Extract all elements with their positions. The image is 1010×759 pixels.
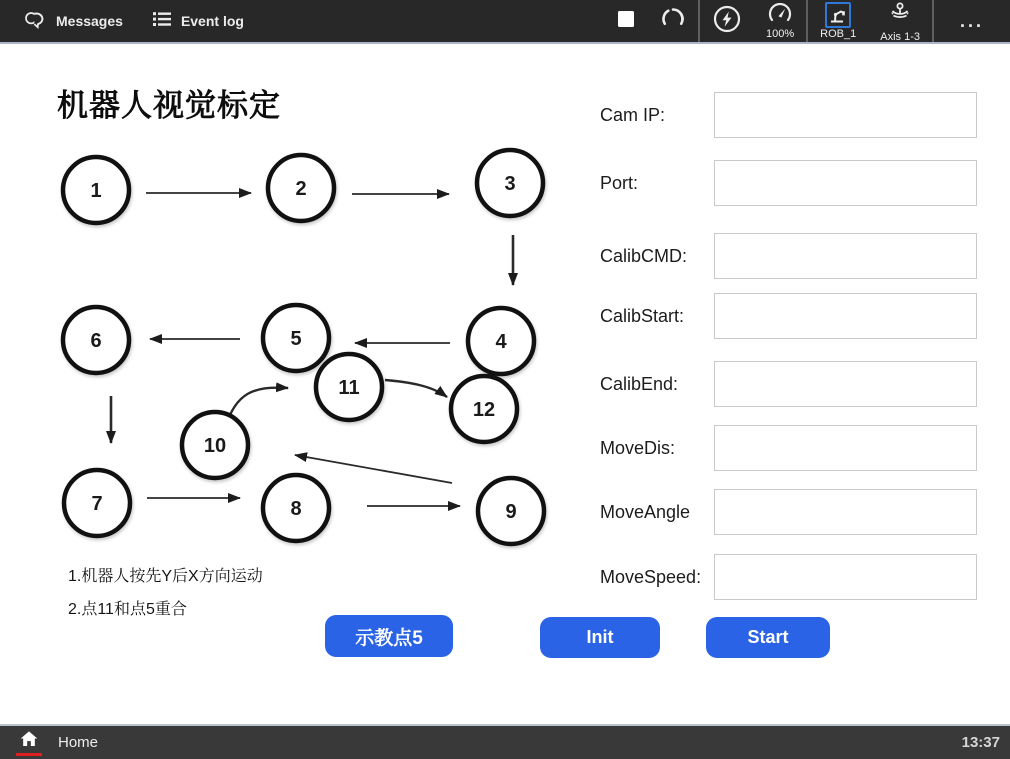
home-active-underline [16,753,42,756]
diagram-node-6 [63,307,129,373]
top-status-bar [0,0,1010,44]
note-point-overlap: 2.点11和点5重合 [68,601,187,618]
svg-text:3: 3 [504,173,516,195]
robot-select-button[interactable] [808,0,868,42]
diagram-node-4 [468,308,534,374]
diagram-node-1 [63,157,129,223]
page-title: 机器人视觉标定 [57,88,281,123]
home-button[interactable] [0,726,98,759]
motors-power-button[interactable] [700,0,754,42]
messages-button[interactable] [10,0,137,42]
diagram-node-8 [263,475,329,541]
power-lightning-icon [712,4,742,39]
movespeed-input[interactable] [714,554,977,600]
axis-select-button[interactable] [868,0,932,42]
svg-text:6: 6 [90,330,102,352]
robot-arm-icon [825,2,851,28]
stop-button[interactable] [604,0,648,42]
run-state-button[interactable] [648,0,698,42]
svg-text:10: 10 [203,435,227,457]
more-options-button[interactable]: ... [959,10,984,31]
calibcmd-label: CalibCMD: [600,246,688,266]
calibend-input[interactable] [714,361,977,407]
moveangle-input[interactable] [714,489,977,535]
form-row-movedis [600,425,980,471]
form-row-port [600,160,980,206]
form-row-moveangle [600,489,980,535]
clock-time: 13:37 [961,734,1000,751]
svg-text:4: 4 [495,331,507,353]
svg-text:12: 12 [472,399,496,421]
stop-square-icon [616,9,636,34]
movespeed-label: MoveSpeed: [600,567,702,587]
movedis-label: MoveDis: [600,438,676,458]
axis-rotation-icon [887,0,913,31]
event-log-list-icon [151,9,173,34]
messages-bubble-icon [24,8,48,35]
event-log-label: Event log [180,13,244,29]
cam-ip-input[interactable] [714,92,977,138]
form-row-cam-ip [600,92,980,138]
form-row-calibstart [600,293,980,339]
home-label: Home [58,734,99,751]
speed-value: 100% [766,27,795,40]
diagram-node-9 [478,478,544,544]
svg-text:11: 11 [338,377,360,399]
svg-text:7: 7 [91,493,103,515]
robot-select-label: ROB_1 [820,28,857,40]
diagram-node-2 [268,155,334,221]
svg-text:2: 2 [295,178,307,200]
diagram-node-12 [451,376,517,442]
svg-text:1: 1 [90,180,102,202]
messages-label: Messages [56,13,123,29]
movedis-input[interactable] [714,425,977,471]
calibcmd-input[interactable] [714,233,977,279]
moveangle-label: MoveAngle [600,502,691,522]
form-row-calibend [600,361,980,407]
event-log-button[interactable] [137,0,258,42]
speed-gauge-icon [767,3,793,28]
bottom-task-bar [0,724,1010,759]
svg-text:5: 5 [290,328,302,350]
init-button[interactable]: Init [540,617,660,658]
calibration-path-diagram [40,130,580,570]
diagram-node-7 [64,470,130,536]
svg-text:8: 8 [290,498,302,520]
home-icon [19,730,39,752]
note-motion-order: 1.机器人按先Y后X方向运动 [68,568,263,585]
spinner-swirl-icon [660,6,686,37]
cam-ip-label: Cam IP: [600,105,666,125]
form-row-calibcmd [600,233,980,279]
diagram-node-11 [316,354,382,420]
speed-button[interactable] [754,0,806,42]
calibend-label: CalibEnd: [600,374,679,394]
start-button[interactable]: Start [706,617,830,658]
diagram-node-3 [477,150,543,216]
calibstart-input[interactable] [714,293,977,339]
port-label: Port: [600,173,639,193]
diagram-node-5 [263,305,329,371]
form-row-movespeed [600,554,980,600]
axis-select-label: Axis 1-3 [880,30,920,43]
teach-point5-button[interactable]: 示教点5 [325,615,453,657]
svg-text:9: 9 [505,501,517,523]
port-input[interactable] [714,160,977,206]
calibstart-label: CalibStart: [600,306,685,326]
diagram-node-10 [182,412,248,478]
